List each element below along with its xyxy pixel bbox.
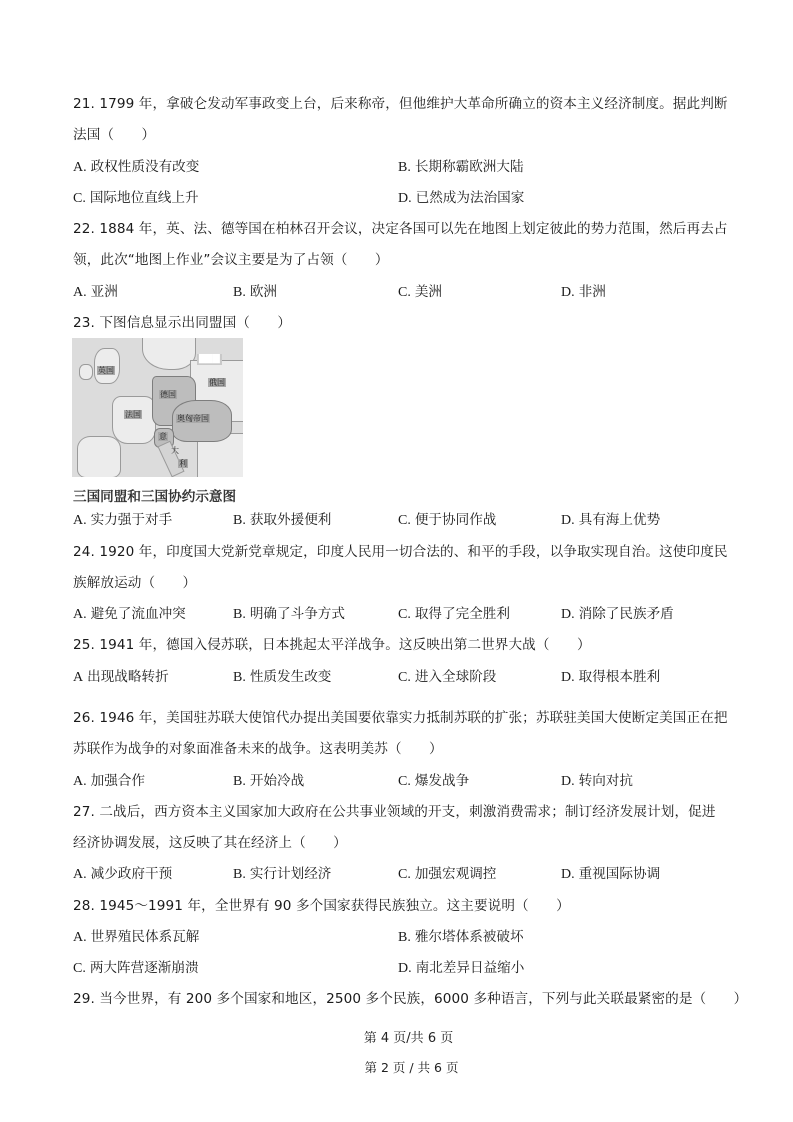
question-26-option-a[interactable]: A. 加强合作: [73, 773, 145, 789]
question-22-options: [73, 284, 733, 300]
question-22-stem-line-2: 领，此次“地图上作业”会议主要是为了占领（ ）: [73, 252, 389, 268]
question-25-option-c[interactable]: C. 进入全球阶段: [398, 669, 497, 685]
question-24-options: [73, 606, 733, 622]
question-27-option-a[interactable]: A. 减少政府干预: [73, 866, 173, 882]
question-24-stem-line-1: 24. 1920 年，印度国大党新党章规定，印度人民用一切合法的、和平的手段，以争取实现自治。这使印度民: [73, 544, 728, 560]
map-label-uk: 英国: [98, 366, 114, 375]
question-24-option-c[interactable]: C. 取得了完全胜利: [398, 606, 510, 622]
map-label-france: 法国: [125, 410, 141, 419]
map-label-italy-2: 大: [171, 446, 179, 455]
question-26-options: [73, 773, 733, 789]
question-21-stem-line-1: 21. 1799 年，拿破仑发动军事政变上台，后来称帝，但他维护大革命所确立的资本主义经济制度。据此判断: [73, 96, 728, 112]
question-27-stem-line-2: 经济协调发展，这反映了其在经济上（ ）: [73, 835, 347, 851]
question-27-option-c[interactable]: C. 加强宏观调控: [398, 866, 497, 882]
question-25-options: [73, 669, 733, 685]
question-28-option-a[interactable]: A. 世界殖民体系瓦解: [73, 929, 200, 945]
question-27-option-d[interactable]: D. 重视国际协调: [561, 866, 661, 882]
question-21-options-row-2: [73, 190, 733, 206]
question-28-option-d[interactable]: D. 南北差异日益缩小: [398, 960, 525, 976]
question-27-options: [73, 866, 733, 882]
map-label-italy-1: 意: [159, 432, 167, 441]
question-23-option-a[interactable]: A. 实力强于对手: [73, 512, 173, 528]
question-22-stem-line-1: 22. 1884 年，英、法、德等国在柏林召开会议，决定各国可以先在地图上划定彼此的势力范围，然后再去占: [73, 221, 728, 237]
question-21-option-b[interactable]: B. 长期称霸欧洲大陆: [398, 159, 524, 175]
question-26-option-b[interactable]: B. 开始冷战: [233, 773, 305, 789]
question-22-option-b[interactable]: B. 欧洲: [233, 284, 278, 300]
question-24-option-a[interactable]: A. 避免了流血冲突: [73, 606, 186, 622]
question-26-stem-line-1: 26. 1946 年，美国驻苏联大使馆代办提出美国要依靠实力抵制苏联的扩张；苏联驻美国大使断定美国正在把: [73, 710, 728, 726]
question-27-option-b[interactable]: B. 实行计划经济: [233, 866, 332, 882]
map-label-russia: 俄国: [209, 378, 225, 387]
question-24-stem-line-2: 族解放运动（ ）: [73, 575, 197, 591]
question-23-option-b[interactable]: B. 获取外援便利: [233, 512, 332, 528]
question-21-option-c[interactable]: C. 国际地位直线上升: [73, 190, 199, 206]
question-28-stem: 28. 1945～1991 年，全世界有 90 多个国家获得民族独立。这主要说明（ ）: [73, 898, 570, 914]
question-25-option-a[interactable]: A 出现战略转折: [73, 669, 169, 685]
question-24-option-b[interactable]: B. 明确了斗争方式: [233, 606, 345, 622]
map-caption: 三国同盟和三国协约示意图: [73, 489, 237, 505]
question-22-option-d[interactable]: D. 非洲: [561, 284, 606, 300]
outer-page-number: 第 2 页 / 共 6 页: [364, 1060, 459, 1075]
question-23-option-d[interactable]: D. 具有海上优势: [561, 512, 661, 528]
question-28-option-b[interactable]: B. 雅尔塔体系被破坏: [398, 929, 524, 945]
question-25-option-b[interactable]: B. 性质发生改变: [233, 669, 332, 685]
question-28-options-row-2: [73, 960, 733, 976]
question-21-option-a[interactable]: A. 政权性质没有改变: [73, 159, 200, 175]
question-25-stem: 25. 1941 年，德国入侵苏联，日本挑起太平洋战争。这反映出第二世界大战（ ）: [73, 637, 591, 653]
question-27-stem-line-1: 27. 二战后，西方资本主义国家加大政府在公共事业领域的开支，刺激消费需求；制订经济发展计划，促进: [73, 804, 716, 820]
question-26-stem-line-2: 苏联作为战争的对象面准备未来的战争。这表明美苏（ ）: [73, 741, 443, 757]
map-label-italy-3: 利: [179, 459, 187, 468]
question-28-option-c[interactable]: C. 两大阵营逐渐崩溃: [73, 960, 199, 976]
question-23-option-c[interactable]: C. 便于协同作战: [398, 512, 497, 528]
map-label-germany: 德国: [160, 390, 176, 399]
map-ireland-landmass: [79, 364, 93, 380]
map-right-margin: [243, 338, 265, 477]
question-23-options: [73, 512, 733, 528]
question-26-option-c[interactable]: C. 爆发战争: [398, 773, 470, 789]
question-21-stem-line-2: 法国（ ）: [73, 127, 156, 143]
question-21-option-d[interactable]: D. 已然成为法治国家: [398, 190, 525, 206]
alliance-map-figure: [72, 338, 265, 477]
question-24-option-d[interactable]: D. 消除了民族矛盾: [561, 606, 674, 622]
question-28-options-row-1: [73, 929, 733, 945]
map-iberia-landmass: [77, 436, 121, 477]
question-21-options-row-1: [73, 159, 733, 175]
inner-page-number: 第 4 页/共 6 页: [363, 1031, 454, 1046]
question-26-option-d[interactable]: D. 转向对抗: [561, 773, 633, 789]
map-legend-tag: ▇▇▇: [199, 354, 220, 364]
map-label-austria-hungary: 奥匈帝国: [177, 414, 209, 423]
map-france-landmass: [112, 396, 156, 444]
question-25-option-d[interactable]: D. 取得根本胜利: [561, 669, 661, 685]
question-29-stem: 29. 当今世界，有 200 多个国家和地区，2500 多个民族，6000 多种语言，下列与此关联最紧密的是（ ）: [73, 991, 748, 1007]
question-22-option-c[interactable]: C. 美洲: [398, 284, 443, 300]
question-22-option-a[interactable]: A. 亚洲: [73, 284, 118, 300]
question-23-stem: 23. 下图信息显示出同盟国（ ）: [73, 315, 292, 331]
